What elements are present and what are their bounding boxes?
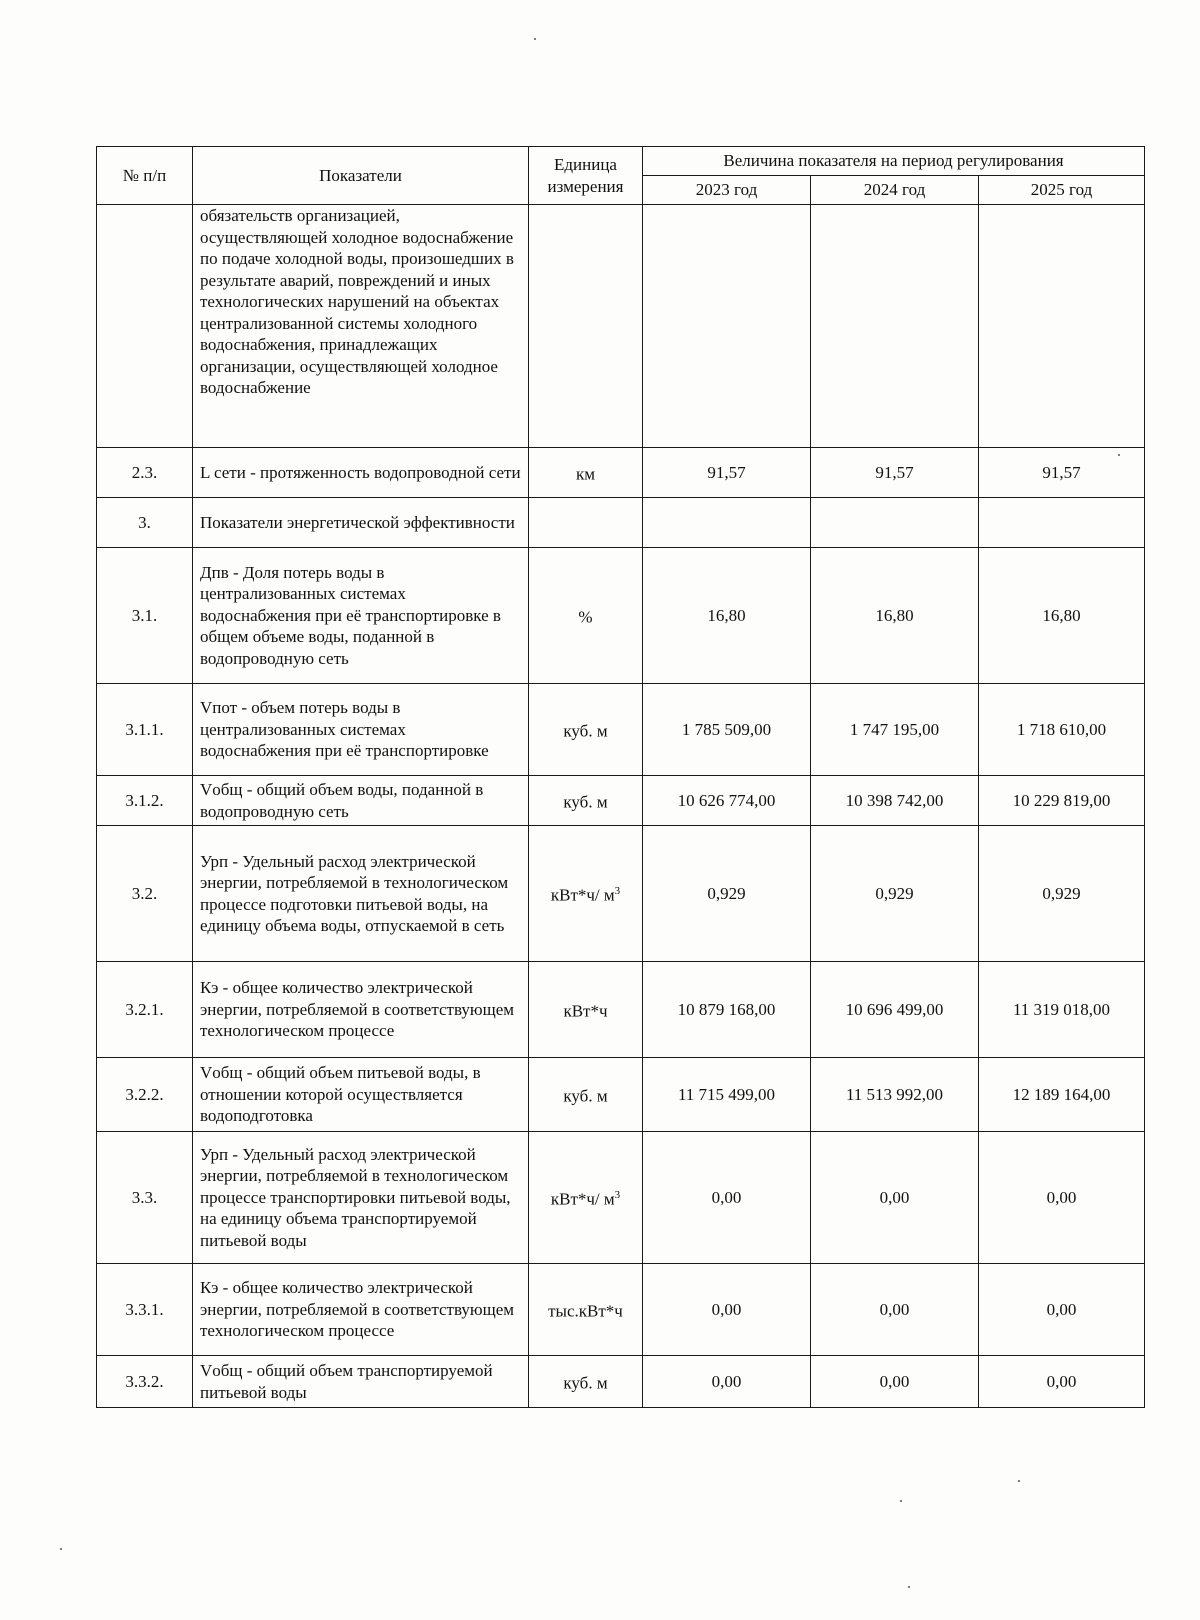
row-number: 3.3.2. [97, 1356, 193, 1408]
col-header-year-2023: 2023 год [643, 176, 811, 205]
unit-label: кВт*ч [563, 1001, 608, 1021]
unit-cell [529, 1058, 643, 1132]
scan-speck [534, 38, 536, 40]
value-2023: 11 715 499,00 [643, 1058, 811, 1132]
indicator-name: Показатели энергетической эффективности [193, 498, 529, 548]
indicator-name: Дпв - Доля потерь воды в централизованных системах водоснабжения при её транспортировке в общем объеме воды, поданной в водопроводную сеть [193, 548, 529, 684]
scan-speck [1118, 454, 1120, 456]
unit-label: куб. м [563, 1373, 608, 1393]
value-2024: 91,57 [811, 448, 979, 498]
table-body [97, 205, 1145, 1408]
value-2023: 0,00 [643, 1264, 811, 1356]
value-2024: 0,00 [811, 1356, 979, 1408]
row-number: 3.1. [97, 548, 193, 684]
unit-cell [529, 1132, 643, 1264]
unit-cell [529, 826, 643, 962]
value-2024: 11 513 992,00 [811, 1058, 979, 1132]
indicator-name: обязательств организацией, осуществляющей холодное водоснабжение по подаче холодной воды, произошедших в результате аварий, повреждений и иных технологических нарушений на объектах централизованной системы холодного водоснабжения, принадлежащих организации, осуществляющей холодное водоснабжение [193, 205, 529, 448]
scan-speck [60, 1548, 62, 1550]
unit-label: % [578, 607, 593, 627]
indicators-table [96, 146, 1145, 1408]
table-row [97, 684, 1145, 776]
value-2025 [979, 498, 1145, 548]
value-2024: 10 398 742,00 [811, 776, 979, 826]
value-2025 [979, 205, 1145, 448]
row-number: 3.1.1. [97, 684, 193, 776]
value-2023: 91,57 [643, 448, 811, 498]
value-2025: 0,929 [979, 826, 1145, 962]
value-2023: 0,929 [643, 826, 811, 962]
value-2023: 0,00 [643, 1132, 811, 1264]
value-2025: 12 189 164,00 [979, 1058, 1145, 1132]
scan-speck [1018, 1480, 1020, 1482]
unit-cell [529, 1356, 643, 1408]
unit-superscript: 3 [614, 1188, 621, 1201]
unit-cell [529, 962, 643, 1058]
value-2025: 0,00 [979, 1132, 1145, 1264]
unit-label: тыс.кВт*ч [548, 1301, 623, 1321]
table-row [97, 776, 1145, 826]
row-number: 3.1.2. [97, 776, 193, 826]
value-2023: 16,80 [643, 548, 811, 684]
unit-label: км [575, 464, 596, 484]
unit-cell [529, 448, 643, 498]
value-2024: 1 747 195,00 [811, 684, 979, 776]
row-number: 2.3. [97, 448, 193, 498]
table-row [97, 205, 1145, 448]
indicator-name: Кэ - общее количество электрической энергии, потребляемой в соответствующем технологическом процессе [193, 1264, 529, 1356]
table-row [97, 498, 1145, 548]
col-header-year-2025: 2025 год [979, 176, 1145, 205]
value-2024: 0,00 [811, 1132, 979, 1264]
value-2023: 10 879 168,00 [643, 962, 811, 1058]
value-2023: 1 785 509,00 [643, 684, 811, 776]
value-2025: 11 319 018,00 [979, 962, 1145, 1058]
col-header-number: № п/п [97, 147, 193, 205]
unit-cell [529, 548, 643, 684]
row-number [97, 205, 193, 448]
col-header-indicators: Показатели [193, 147, 529, 205]
value-2025: 1 718 610,00 [979, 684, 1145, 776]
row-number: 3.2.1. [97, 962, 193, 1058]
value-2023: 0,00 [643, 1356, 811, 1408]
row-number: 3.3. [97, 1132, 193, 1264]
value-2024: 10 696 499,00 [811, 962, 979, 1058]
header-row [97, 147, 1145, 176]
unit-cell [529, 498, 643, 548]
table-row [97, 1058, 1145, 1132]
unit-superscript: 3 [614, 884, 621, 897]
indicator-name: Vпот - объем потерь воды в централизованных системах водоснабжения при её транспортировке [193, 684, 529, 776]
value-2024: 16,80 [811, 548, 979, 684]
value-2024 [811, 205, 979, 448]
row-number: 3. [97, 498, 193, 548]
unit-cell [529, 684, 643, 776]
table-row [97, 1264, 1145, 1356]
col-header-year-2024: 2024 год [811, 176, 979, 205]
indicator-name: Урп - Удельный расход электрической энергии, потребляемой в технологическом процессе транспортировки питьевой воды, на единицу объема транспортируемой питьевой воды [193, 1132, 529, 1264]
unit-cell [529, 776, 643, 826]
unit-label: кВт*ч/ м [550, 885, 615, 905]
row-number: 3.3.1. [97, 1264, 193, 1356]
indicator-name: Vобщ - общий объем воды, поданной в водопроводную сеть [193, 776, 529, 826]
row-number: 3.2. [97, 826, 193, 962]
col-header-unit: Единица измерения [529, 147, 643, 205]
value-2024: 0,00 [811, 1264, 979, 1356]
value-2023: 10 626 774,00 [643, 776, 811, 826]
table-row [97, 962, 1145, 1058]
scan-speck [908, 1586, 910, 1588]
value-2025: 0,00 [979, 1264, 1145, 1356]
unit-label: куб. м [563, 792, 608, 812]
unit-label: кВт*ч/ м [550, 1189, 615, 1209]
indicator-name: Урп - Удельный расход электрической энергии, потребляемой в технологическом процессе подготовки питьевой воды, на единицу объема воды, отпускаемой в сеть [193, 826, 529, 962]
scan-speck [900, 1500, 902, 1502]
unit-label: куб. м [563, 721, 608, 741]
unit-cell [529, 205, 643, 448]
col-header-period: Величина показателя на период регулирования [643, 147, 1145, 176]
indicator-name: Кэ - общее количество электрической энергии, потребляемой в соответствующем технологическом процессе [193, 962, 529, 1058]
indicator-name: L сети - протяженность водопроводной сети [193, 448, 529, 498]
row-number: 3.2.2. [97, 1058, 193, 1132]
value-2025: 91,57 [979, 448, 1145, 498]
table-row [97, 826, 1145, 962]
table-row [97, 448, 1145, 498]
indicator-name: Vобщ - общий объем транспортируемой питьевой воды [193, 1356, 529, 1408]
value-2025: 16,80 [979, 548, 1145, 684]
value-2023 [643, 205, 811, 448]
table-row [97, 1356, 1145, 1408]
unit-label: куб. м [563, 1086, 608, 1106]
value-2024: 0,929 [811, 826, 979, 962]
table-row [97, 548, 1145, 684]
value-2023 [643, 498, 811, 548]
value-2025: 10 229 819,00 [979, 776, 1145, 826]
table-row [97, 1132, 1145, 1264]
value-2024 [811, 498, 979, 548]
value-2025: 0,00 [979, 1356, 1145, 1408]
unit-cell [529, 1264, 643, 1356]
indicator-name: Vобщ - общий объем питьевой воды, в отношении которой осуществляется водоподготовка [193, 1058, 529, 1132]
